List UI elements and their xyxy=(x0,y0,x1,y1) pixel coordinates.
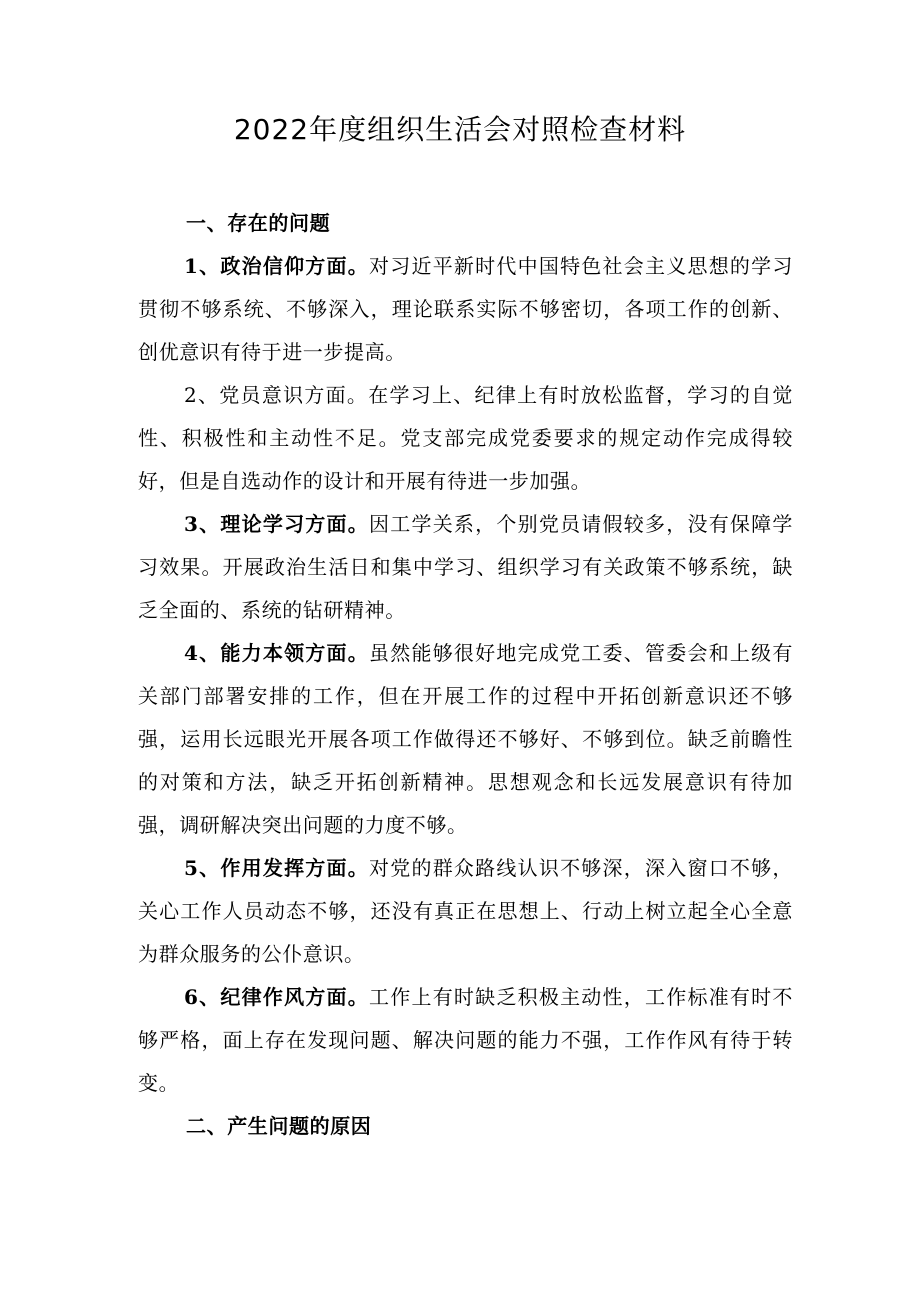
paragraph-theory-study xyxy=(138,503,793,632)
paragraph-ability xyxy=(138,632,793,847)
paragraph-text: 因工学关系，个别党员请假较多，没有保障学习效果。开展政治生活日和集中学习、组织学习有关政策不够系统，缺乏全面的、系统的钻研精神。 xyxy=(138,512,793,622)
paragraph-text: 对党的群众路线认识不够深，深入窗口不够，关心工作人员动态不够，还没有真正在思想上、行动上树立起全心全意为群众服务的公仆意识。 xyxy=(138,856,793,966)
paragraph-text: 工作上有时缺乏积极主动性，工作标准有时不够严格，面上存在发现问题、解决问题的能力不强，工作作风有待于转变。 xyxy=(138,985,793,1095)
paragraph-lead: 6、纪律作风方面。 xyxy=(184,985,369,1009)
paragraph-party-awareness xyxy=(138,374,793,503)
paragraph-text: 对习近平新时代中国特色社会主义思想的学习贯彻不够系统、不够深入，理论联系实际不够密切，各项工作的创新、创优意识有待于进一步提高。 xyxy=(138,254,793,364)
paragraph-text: 2、党员意识方面。在学习上、纪律上有时放松监督，学习的自觉性、积极性和主动性不足。党支部完成党委要求的规定动作完成得较好，但是自选动作的设计和开展有待进一步加强。 xyxy=(138,383,793,493)
paragraph-lead: 1、政治信仰方面。 xyxy=(184,254,369,278)
paragraph-role xyxy=(138,847,793,976)
paragraph-lead: 5、作用发挥方面。 xyxy=(184,856,369,880)
document-title: 2022年度组织生活会对照检查材料 xyxy=(233,113,687,146)
section-heading-problems: 一、存在的问题 xyxy=(186,211,331,235)
paragraph-discipline xyxy=(138,976,793,1105)
paragraph-lead: 4、能力本领方面。 xyxy=(184,641,369,665)
paragraph-text: 虽然能够很好地完成党工委、管委会和上级有关部门部署安排的工作，但在开展工作的过程中开拓创新意识还不够强，运用长远眼光开展各项工作做得还不够好、不够到位。缺乏前瞻性的对策和方法，缺乏开拓创新精神。思想观念和长远发展意识有待加强，调研解决突出问题的力度不够。 xyxy=(138,641,793,837)
document-body xyxy=(138,202,793,1148)
paragraph-political-belief xyxy=(138,245,793,374)
paragraph-lead: 3、理论学习方面。 xyxy=(184,512,369,536)
section-heading-causes: 二、产生问题的原因 xyxy=(186,1114,372,1138)
